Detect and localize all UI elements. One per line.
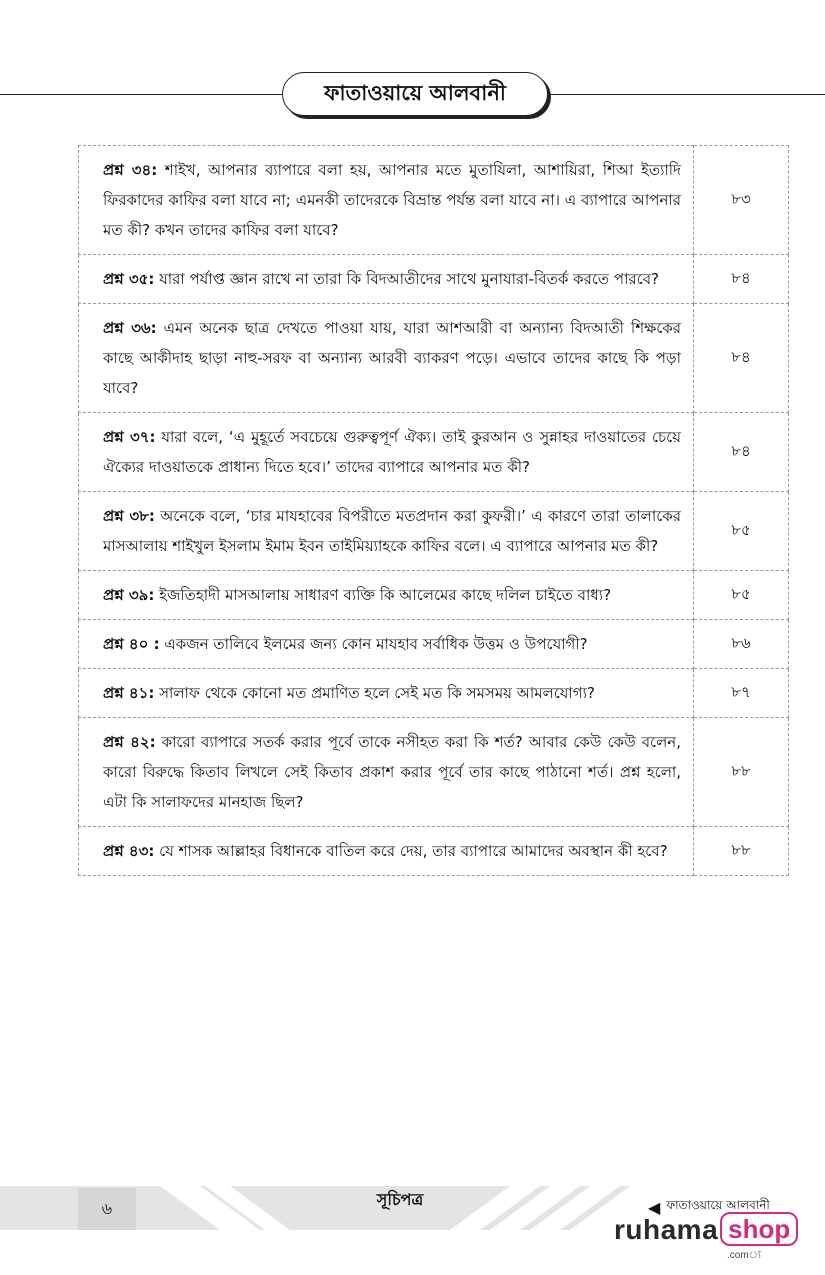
- page-ref: ৮৪: [694, 255, 789, 304]
- toc-row: [79, 827, 789, 876]
- arrow-left-icon: ◀: [648, 1197, 661, 1217]
- question-text: অনেকে বলে, ‘চার মাযহাবের বিপরীতে মতপ্রদান করা কুফরী।’ এ কারণে তারা তালাকের মাসআলায় শাইখুল ইসলাম ইমাম ইবন তাইমিয়্যাহকে কাফির বলে। এ ব্যাপারে আপনার মত কী?: [103, 507, 681, 555]
- toc-row: [79, 718, 789, 827]
- toc-question-cell: [79, 718, 694, 827]
- question-text: এমন অনেক ছাত্র দেখতে পাওয়া যায়, যারা আশআরী বা অন্যান্য বিদআতী শিক্ষকের কাছে আকীদাহ ছাড়া নাহু-সরফ বা অন্যান্য আরবী ব্যাকরণ পড়ে। এভাবে তাদের কাছে কি পড়া যাবে?: [103, 319, 681, 397]
- running-header: [282, 72, 548, 116]
- page-ref: ৮৬: [694, 620, 789, 669]
- footer-section-title: সূচিপত্র: [376, 1190, 424, 1209]
- question-label: প্রশ্ন ৪২:: [103, 733, 156, 751]
- page-ref: ৮৪: [694, 304, 789, 413]
- question-text: ইজতিহাদী মাসআলায় সাধারণ ব্যক্তি কি আলেমের কাছে দলিল চাইতে বাধ্য?: [159, 586, 612, 604]
- page-ref: ৮৪: [694, 413, 789, 492]
- question-label: প্রশ্ন ৩৬:: [103, 319, 157, 337]
- toc-row: [79, 146, 789, 255]
- question-text: যে শাসক আল্লাহর বিধানকে বাতিল করে দেয়, তার ব্যাপারে আমাদের অবস্থান কী হবে?: [159, 842, 668, 860]
- question-label: প্রশ্ন ৪১:: [103, 684, 155, 702]
- page-number-box: [78, 1188, 136, 1230]
- page-ref: ৮৮: [694, 718, 789, 827]
- toc-question-cell: [79, 255, 694, 304]
- toc-row: [79, 255, 789, 304]
- page-ref: ৮৭: [694, 669, 789, 718]
- header-rule-right: [545, 94, 825, 95]
- question-text: একজন তালিবে ইলমের জন্য কোন মাযহাব সর্বাধিক উত্তম ও উপযোগী?: [164, 635, 588, 653]
- toc-row: [79, 620, 789, 669]
- page-ref: ৮৫: [694, 571, 789, 620]
- page-ref: ৮৮: [694, 827, 789, 876]
- question-text: কারো ব্যাপারে সতর্ক করার পূর্বে তাকে নসীহত করা কি শর্ত? আবার কেউ কেউ বলেন, কারো বিরুদ্ধে কিতাব লিখলে সেই কিতাব প্রকাশ করার পূর্বে তার কাছে পাঠানো শর্ত। প্রশ্ন হলো, এটা কি সালাফদের মানহাজ ছিল?: [103, 733, 681, 811]
- header-rule-left: [0, 94, 290, 95]
- page-number: ৬: [101, 1198, 113, 1218]
- toc-row: [79, 492, 789, 571]
- brand-tagline-text: ফাতাওয়ায়ে আলবানী: [666, 1198, 770, 1212]
- question-text: সালাফ থেকে কোনো মত প্রমাণিত হলে সেই মত কি সমসময় আমলযোগ্য?: [159, 684, 595, 702]
- contents-table: [78, 145, 789, 876]
- question-label: প্রশ্ন ৩৯:: [103, 586, 155, 604]
- header-title: ফাতাওয়ায়ে আলবানী: [324, 80, 506, 105]
- toc-question-cell: [79, 492, 694, 571]
- brand-logo-ruhama: ruhama: [614, 1214, 719, 1245]
- toc-row: [79, 571, 789, 620]
- toc-question-cell: [79, 669, 694, 718]
- toc-row: [79, 413, 789, 492]
- toc-question-cell: [79, 413, 694, 492]
- question-text: যারা পর্যাপ্ত জ্ঞান রাখে না তারা কি বিদআতীদের সাথে মুনাযারা-বিতর্ক করতে পারবে?: [159, 270, 660, 288]
- question-label: প্রশ্ন ৪৩:: [103, 842, 155, 860]
- toc-question-cell: [79, 571, 694, 620]
- brand-logo-shop: shop: [720, 1212, 798, 1246]
- toc-question-cell: [79, 827, 694, 876]
- question-label: প্রশ্ন ৩৫:: [103, 270, 155, 288]
- question-label: প্রশ্ন ৪০ :: [103, 635, 160, 653]
- question-label: প্রশ্ন ৩৭:: [103, 428, 156, 446]
- question-label: প্রশ্ন ৩৪:: [103, 161, 158, 179]
- toc-row: [79, 669, 789, 718]
- brand-logo-domain: .com্য: [727, 1250, 761, 1261]
- toc-question-cell: [79, 620, 694, 669]
- question-text: শাইখ, আপনার ব্যাপারে বলা হয়, আপনার মতে মুতাযিলা, আশায়িরা, শিআ ইত্যাদি ফিরকাদের কাফির বলা যাবে না; এমনকী তাদেরকে বিভ্রান্ত পর্যন্ত বলা যাবে না। এ ব্যাপারে আপনার মত কী? কখন তাদের কাফির বলা যাবে?: [103, 161, 681, 239]
- brand-logo: [614, 1212, 798, 1246]
- toc-question-cell: [79, 304, 694, 413]
- page-ref: ৮৫: [694, 492, 789, 571]
- toc-question-cell: [79, 146, 694, 255]
- toc-row: [79, 304, 789, 413]
- page-ref: ৮৩: [694, 146, 789, 255]
- question-text: যারা বলে, ‘এ মুহূর্তে সবচেয়ে গুরুত্বপূর্ণ ঐক্য। তাই কুরআন ও সুন্নাহর দাওয়াতের চেয়ে ঐক্যের দাওয়াতকে প্রাধান্য দিতে হবে।’ তাদের ব্যাপারে আপনার মত কী?: [103, 428, 681, 476]
- question-label: প্রশ্ন ৩৮:: [103, 507, 155, 525]
